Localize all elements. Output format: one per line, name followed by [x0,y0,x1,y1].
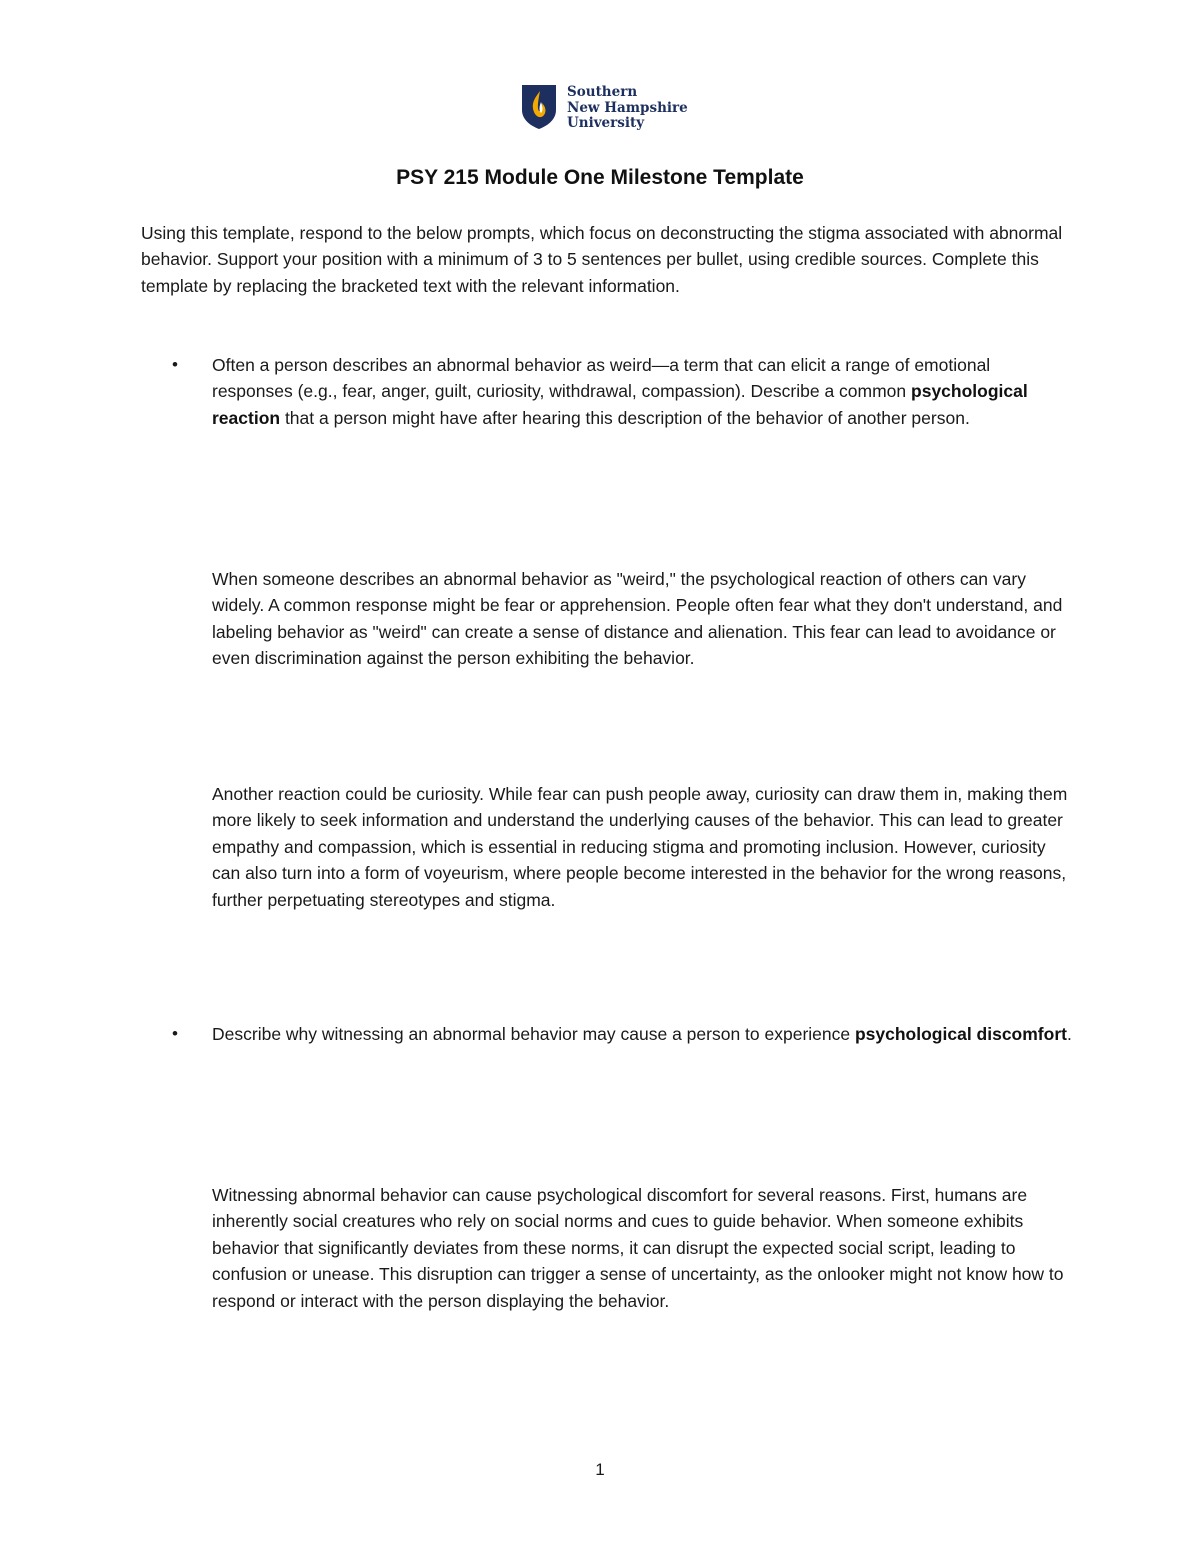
prompt-1-text-after: that a person might have after hearing this description of the behavior of another person. [280,407,970,428]
bullet-1: • [172,355,178,374]
prompt-2-emphasis: psychological discomfort [854,1024,1067,1044]
answer-2-paragraph: Witnessing abnormal behavior can cause psychological discomfort for several reasons. First, humans are inherently social creatures who rely on social norms and cues to guide behavior. When someone exhibits behavior that significantly deviates from these norms, it can disrupt the expected social script, leading to confusion or unease. This disruption can trigger a sense of uncertainty, as the onlooker might not know how to respond or interact with the person displaying the behavior. [212,1185,1064,1311]
prompt-2 [212,1021,1072,1047]
prompt-2-text-after: . [1066,1024,1072,1044]
university-logo [521,84,701,132]
prompt-1-text-before: Often a person describes an abnormal behavior as weird—a term that can elicit a range of emotional responses (e.g., fear, anger, guilt, curiosity, withdrawal, compassion). Describe a common [212,355,991,402]
page-number: 1 [595,1460,605,1479]
prompt-1-emphasis: psychological reaction [212,381,1028,428]
prompt-2-text-before: Describe why witnessing an abnormal behavior may cause a person to experience [212,1024,855,1044]
prompt-1 [212,352,1072,431]
logo-line-1: Southern [567,84,638,100]
shield-flame-icon [521,84,557,130]
bullet-2: • [172,1024,178,1043]
document-title: PSY 215 Module One Milestone Template [396,166,804,189]
answer-1-paragraph-1: When someone describes an abnormal behavior as "weird," the psychological reaction of others can vary widely. A common response might be fear or apprehension. People often fear what they don't understand, and labeling behavior as "weird" can create a sense of distance and alienation. This fear can lead to avoidance or even discrimination against the person exhibiting the behavior. [212,569,1063,669]
answer-1-paragraph-2: Another reaction could be curiosity. While fear can push people away, curiosity can draw them in, making them more likely to seek information and understand the underlying causes of the behavior. This can lead to greater empathy and compassion, which is essential in reducing stigma and promoting inclusion. However, curiosity can also turn into a form of voyeurism, where people become interested in the behavior for the wrong reasons, further perpetuating stereotypes and stigma. [212,784,1068,910]
intro-paragraph: Using this template, respond to the below prompts, which focus on deconstructing the stigma associated with abnormal behavior. Support your position with a minimum of 3 to 5 sentences per bullet, using credible sources. Complete this template by replacing the bracketed text with the relevant information. [141,223,1063,296]
logo-line-2: New Hampshire [567,99,688,116]
logo-line-3: University [567,115,645,131]
logo-wordmark [567,85,688,132]
